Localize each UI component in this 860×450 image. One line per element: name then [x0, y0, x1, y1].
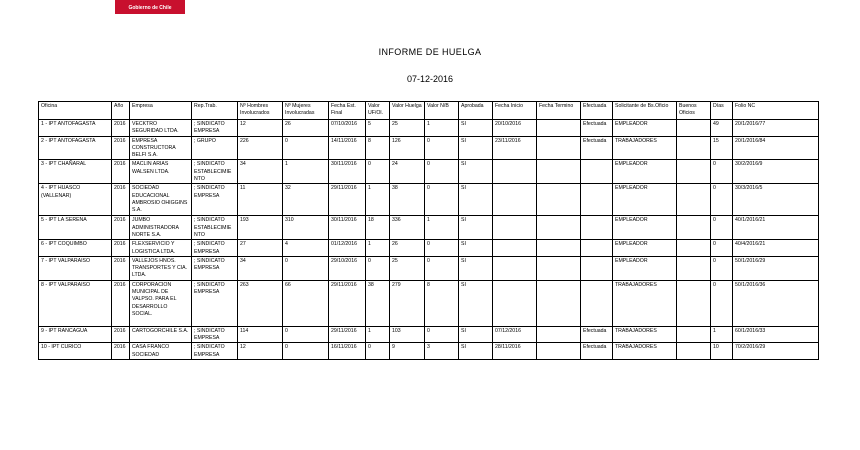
- table-cell: [493, 160, 537, 184]
- table-cell: [677, 326, 711, 343]
- table-cell: 10: [711, 343, 733, 360]
- table-cell: 38: [390, 184, 425, 216]
- table-cell: 25: [390, 120, 425, 137]
- table-cell: [677, 256, 711, 280]
- table-cell: 24: [390, 160, 425, 184]
- table-cell: SI: [459, 216, 493, 240]
- table-cell: 0: [425, 240, 459, 257]
- table-cell: SI: [459, 160, 493, 184]
- table-cell: [537, 343, 581, 360]
- table-cell: [581, 184, 613, 216]
- column-header: Nº Mujeres Involucradas: [283, 102, 329, 120]
- table-cell: CARTOGORCHILE S.A.: [130, 326, 192, 343]
- table-cell: [537, 160, 581, 184]
- table-cell: 14/11/2016: [329, 136, 366, 160]
- table-cell: 49: [711, 120, 733, 137]
- table-cell: [677, 280, 711, 326]
- table-cell: [677, 184, 711, 216]
- table-cell: 29/11/2016: [329, 184, 366, 216]
- table-cell: 38: [366, 280, 390, 326]
- table-row: [39, 120, 819, 137]
- table-cell: 29/11/2016: [329, 280, 366, 326]
- table-row: [39, 256, 819, 280]
- column-header: Año: [112, 102, 130, 120]
- table-cell: [581, 216, 613, 240]
- table-cell: 0: [283, 343, 329, 360]
- table-cell: 2016: [112, 160, 130, 184]
- table-cell: 1: [425, 216, 459, 240]
- table-cell: EMPLEADOR: [613, 160, 677, 184]
- table-cell: [537, 280, 581, 326]
- table-cell: 0: [366, 160, 390, 184]
- table-cell: 15: [711, 136, 733, 160]
- table-cell: 0: [283, 256, 329, 280]
- table-cell: 1: [366, 184, 390, 216]
- table-cell: 0: [425, 256, 459, 280]
- table-row: [39, 326, 819, 343]
- table-cell: 2016: [112, 240, 130, 257]
- table-cell: 27: [238, 240, 283, 257]
- table-cell: 0: [711, 240, 733, 257]
- table-cell: 7 - IPT VALPARAISO: [39, 256, 112, 280]
- table-cell: [677, 136, 711, 160]
- table-cell: 1: [283, 160, 329, 184]
- table-cell: 6 - IPT COQUIMBO: [39, 240, 112, 257]
- table-cell: 25: [390, 256, 425, 280]
- column-header: Efectuada: [581, 102, 613, 120]
- table-cell: [677, 240, 711, 257]
- table-cell: [537, 216, 581, 240]
- table-cell: 23/11/2016: [493, 136, 537, 160]
- table-cell: 11: [238, 184, 283, 216]
- table-cell: 263: [238, 280, 283, 326]
- table-cell: 1: [366, 240, 390, 257]
- table-cell: EMPLEADOR: [613, 256, 677, 280]
- table-cell: 20/10/2016: [493, 120, 537, 137]
- column-header: Folio NC: [733, 102, 819, 120]
- table-cell: EMPRESA CONSTRUCTORA BELFI S.A.: [130, 136, 192, 160]
- table-row: [39, 343, 819, 360]
- table-cell: FLEXSERVICIO Y LOGISTICA LTDA.: [130, 240, 192, 257]
- table-cell: [581, 280, 613, 326]
- table-cell: 0: [425, 326, 459, 343]
- table-cell: 103: [390, 326, 425, 343]
- table-cell: 29/10/2016: [329, 256, 366, 280]
- table-cell: 2016: [112, 136, 130, 160]
- table-cell: JUMBO ADMINISTRADORA NORTE S.A.: [130, 216, 192, 240]
- table-cell: VECKTRO SEGURIDAD LTDA.: [130, 120, 192, 137]
- table-cell: SI: [459, 136, 493, 160]
- table-cell: [493, 280, 537, 326]
- table-cell: SI: [459, 240, 493, 257]
- table-cell: 5: [366, 120, 390, 137]
- table-cell: 50/1/2016/29: [733, 256, 819, 280]
- gobierno-logo: [115, 0, 185, 14]
- table-cell: 0: [283, 136, 329, 160]
- table-cell: CASA FRANCO SOCIEDAD: [130, 343, 192, 360]
- table-cell: SI: [459, 256, 493, 280]
- table-cell: 32: [283, 184, 329, 216]
- table-cell: TRABAJADORES: [613, 136, 677, 160]
- table-cell: [493, 216, 537, 240]
- table-cell: ; SINDICATO ESTABLECIMIENTO: [192, 160, 238, 184]
- table-cell: VALLEJOS HNOS. TRANSPORTES Y CIA. LTDA.: [130, 256, 192, 280]
- table-row: [39, 160, 819, 184]
- table-cell: 66: [283, 280, 329, 326]
- table-cell: 0: [711, 280, 733, 326]
- table-cell: 2016: [112, 280, 130, 326]
- report-date: 07-12-2016: [406, 74, 454, 84]
- table-cell: [537, 326, 581, 343]
- table-row: [39, 280, 819, 326]
- table-cell: 9 - IPT RANCAGUA: [39, 326, 112, 343]
- table-cell: 30/3/2016/5: [733, 184, 819, 216]
- table-cell: EMPLEADOR: [613, 240, 677, 257]
- table-cell: 2016: [112, 343, 130, 360]
- column-header: Empresa: [130, 102, 192, 120]
- table-cell: [537, 120, 581, 137]
- table-cell: [493, 240, 537, 257]
- table-cell: 20/1/2016/84: [733, 136, 819, 160]
- column-header: Valor UF/Ol.: [366, 102, 390, 120]
- table-cell: ; SINDICATO EMPRESA: [192, 240, 238, 257]
- table-cell: 18: [366, 216, 390, 240]
- table-cell: 29/11/2016: [329, 326, 366, 343]
- table-cell: 336: [390, 216, 425, 240]
- table-cell: EMPLEADOR: [613, 216, 677, 240]
- table-cell: 2016: [112, 256, 130, 280]
- table-cell: 70/2/2016/29: [733, 343, 819, 360]
- table-cell: 2016: [112, 326, 130, 343]
- table-cell: 60/1/2016/33: [733, 326, 819, 343]
- table-cell: [581, 160, 613, 184]
- table-cell: ; GRUPO: [192, 136, 238, 160]
- table-cell: 2016: [112, 216, 130, 240]
- table-cell: ; SINDICATO ESTABLECIMIENTO: [192, 216, 238, 240]
- table-cell: 40/1/2016/21: [733, 216, 819, 240]
- table-cell: 12: [238, 343, 283, 360]
- table-cell: 0: [711, 256, 733, 280]
- table-cell: [537, 256, 581, 280]
- table-cell: 30/11/2016: [329, 216, 366, 240]
- table-cell: 126: [390, 136, 425, 160]
- column-header: Días: [711, 102, 733, 120]
- table-cell: 114: [238, 326, 283, 343]
- table-cell: 8: [425, 280, 459, 326]
- table-header-row: [39, 102, 819, 120]
- table-cell: Efectuada: [581, 136, 613, 160]
- column-header: Fecha Est. Final: [329, 102, 366, 120]
- table-cell: Efectuada: [581, 343, 613, 360]
- table-cell: 16/11/2016: [329, 343, 366, 360]
- page-title: INFORME DE HUELGA: [378, 47, 482, 57]
- table-cell: 0: [366, 343, 390, 360]
- table-cell: SOCIEDAD EDUCACIONAL AMBROSIO OHIGGINS S.A.: [130, 184, 192, 216]
- table-cell: 8 - IPT VALPARAISO: [39, 280, 112, 326]
- table-cell: 0: [425, 160, 459, 184]
- table-cell: [677, 120, 711, 137]
- table-cell: 0: [711, 184, 733, 216]
- table-cell: 26: [390, 240, 425, 257]
- table-cell: 3 - IPT CHAÑARAL: [39, 160, 112, 184]
- table-cell: 2016: [112, 184, 130, 216]
- table-cell: TRABAJADORES: [613, 343, 677, 360]
- logo-text: Gobierno de Chile: [128, 5, 172, 11]
- table-row: [39, 240, 819, 257]
- table-cell: 0: [711, 160, 733, 184]
- column-header: Fecha Inicio: [493, 102, 537, 120]
- table-cell: 30/11/2016: [329, 160, 366, 184]
- table-cell: ; SINDICATO EMPRESA: [192, 326, 238, 343]
- table-cell: Efectuada: [581, 326, 613, 343]
- table-cell: 8: [366, 136, 390, 160]
- table-row: [39, 184, 819, 216]
- table-cell: 28/11/2016: [493, 343, 537, 360]
- strike-report-table: [38, 101, 819, 360]
- column-header: Valor N/B: [425, 102, 459, 120]
- column-header: Solicitante de Bs.Oficio: [613, 102, 677, 120]
- table-cell: 2 - IPT ANTOFAGASTA: [39, 136, 112, 160]
- table-cell: ; SINDICATO EMPRESA: [192, 120, 238, 137]
- table-cell: EMPLEADOR: [613, 120, 677, 137]
- column-header: Fecha Termino: [537, 102, 581, 120]
- table-cell: 3: [425, 343, 459, 360]
- table-cell: 1: [425, 120, 459, 137]
- table-cell: [677, 216, 711, 240]
- table-cell: SI: [459, 326, 493, 343]
- table-cell: 30/2/2016/9: [733, 160, 819, 184]
- table-cell: SI: [459, 343, 493, 360]
- table-cell: 26: [283, 120, 329, 137]
- table-cell: ; SINDICATO EMPRESA: [192, 184, 238, 216]
- table-cell: EMPLEADOR: [613, 184, 677, 216]
- table-cell: 9: [390, 343, 425, 360]
- table-cell: 07/12/2016: [493, 326, 537, 343]
- table-cell: SI: [459, 280, 493, 326]
- table-cell: 193: [238, 216, 283, 240]
- table-cell: [493, 256, 537, 280]
- table-cell: 34: [238, 256, 283, 280]
- table-cell: SI: [459, 184, 493, 216]
- table-cell: [537, 184, 581, 216]
- table-cell: [677, 343, 711, 360]
- column-header: Valor Huelga: [390, 102, 425, 120]
- table-cell: [581, 240, 613, 257]
- table-cell: 4 - IPT HUASCO (VALLENAR): [39, 184, 112, 216]
- table-cell: 40/4/2016/21: [733, 240, 819, 257]
- table-cell: 50/1/2016/36: [733, 280, 819, 326]
- table-row: [39, 216, 819, 240]
- table-cell: ; SINDICATO EMPRESA: [192, 280, 238, 326]
- table-cell: 226: [238, 136, 283, 160]
- table-cell: 12: [238, 120, 283, 137]
- table-row: [39, 136, 819, 160]
- table-cell: 01/12/2016: [329, 240, 366, 257]
- table-cell: 1: [711, 326, 733, 343]
- table-cell: 0: [711, 216, 733, 240]
- table-cell: 5 - IPT LA SERENA: [39, 216, 112, 240]
- table-cell: 1 - IPT ANTOFAGASTA: [39, 120, 112, 137]
- table-cell: CORPORACION MUNICIPAL DE VALPSO. PARA EL DESARROLLO SOCIAL.: [130, 280, 192, 326]
- table-cell: [493, 184, 537, 216]
- table-cell: 4: [283, 240, 329, 257]
- table-cell: 1: [366, 326, 390, 343]
- table-cell: SI: [459, 120, 493, 137]
- table-cell: 0: [366, 256, 390, 280]
- table-cell: 2016: [112, 120, 130, 137]
- table-cell: [581, 256, 613, 280]
- column-header: Buenos Oficios: [677, 102, 711, 120]
- column-header: Nº Hombres Involucrados: [238, 102, 283, 120]
- table-cell: [537, 136, 581, 160]
- table-cell: 07/10/2016: [329, 120, 366, 137]
- table-cell: ; SINDICATO EMPRESA: [192, 256, 238, 280]
- table-cell: [537, 240, 581, 257]
- table-cell: Efectuada: [581, 120, 613, 137]
- table-cell: 10 - IPT CURICO: [39, 343, 112, 360]
- table-cell: 0: [283, 326, 329, 343]
- table-cell: ; SINDICATO EMPRESA: [192, 343, 238, 360]
- table-cell: [677, 160, 711, 184]
- table-cell: MACLIN ARIAS WALSEN LTDA.: [130, 160, 192, 184]
- table-cell: TRABAJADORES: [613, 326, 677, 343]
- table-body: [39, 120, 819, 360]
- table-cell: 310: [283, 216, 329, 240]
- column-header: Oficina: [39, 102, 112, 120]
- column-header: Aprobada: [459, 102, 493, 120]
- table-cell: 34: [238, 160, 283, 184]
- column-header: Rep.Trab.: [192, 102, 238, 120]
- table-cell: 279: [390, 280, 425, 326]
- table-cell: TRABAJADORES: [613, 280, 677, 326]
- table-cell: 0: [425, 136, 459, 160]
- table-cell: 0: [425, 184, 459, 216]
- table-cell: 20/1/2016/77: [733, 120, 819, 137]
